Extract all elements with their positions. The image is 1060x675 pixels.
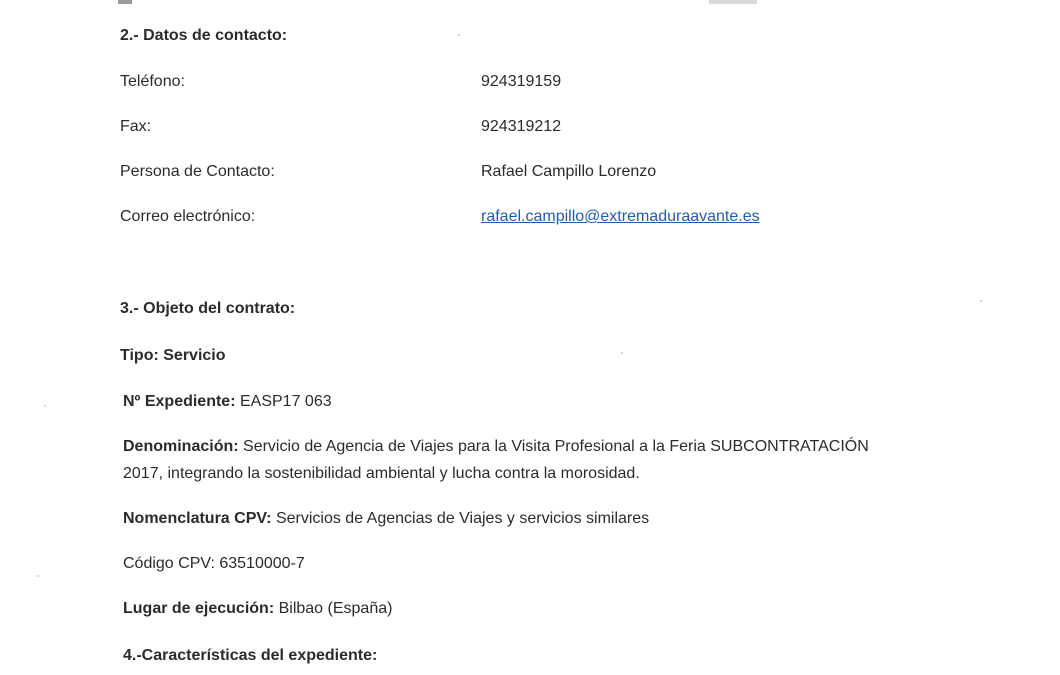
scan-artifact <box>118 0 132 4</box>
section-heading-object: 3.- Objeto del contrato: <box>120 300 296 317</box>
email-label: Correo electrónico: <box>120 208 256 225</box>
expediente-value: EASP17 063 <box>239 393 332 410</box>
lugar-label: Lugar de ejecución: <box>123 600 275 617</box>
scan-speck <box>44 405 46 407</box>
denominacion-label: Denominación: <box>123 438 239 455</box>
cpv-value: Servicios de Agencias de Viajes y servicios similares <box>275 510 650 527</box>
contact-person-label: Persona de Contacto: <box>120 163 275 180</box>
scan-speck <box>458 34 460 36</box>
denominacion-text-2: 2017, integrando la sostenibilidad ambiental y lucha contra la morosidad. <box>123 465 640 482</box>
contact-person-value: Rafael Campillo Lorenzo <box>481 163 657 180</box>
phone-label: Teléfono: <box>120 73 185 90</box>
denominacion-text-1: Servicio de Agencia de Viajes para la Visita Profesional a la Feria SUBCONTRATACIÓN <box>243 438 869 455</box>
fax-label: Fax: <box>120 118 152 135</box>
lugar-line <box>123 599 392 619</box>
lugar-value: Bilbao (España) <box>278 600 393 617</box>
expediente-line <box>123 392 332 412</box>
fax-value: 924319212 <box>481 118 562 135</box>
denominacion-line-1 <box>123 437 869 457</box>
email-link[interactable]: rafael.campillo@extremaduraavante.es <box>481 208 760 225</box>
phone-value: 924319159 <box>481 73 562 90</box>
scan-artifact <box>709 0 757 4</box>
expediente-label: Nº Expediente: <box>123 393 236 410</box>
cpv-label: Nomenclatura CPV: <box>123 510 272 527</box>
section-heading-characteristics: 4.-Características del expediente: <box>123 647 378 664</box>
scan-speck <box>621 352 623 354</box>
contract-type: Tipo: Servicio <box>120 347 226 364</box>
scan-speck <box>37 575 39 577</box>
codigo-cpv: Código CPV: 63510000-7 <box>123 555 305 572</box>
cpv-line <box>123 509 649 529</box>
scan-speck <box>980 300 982 302</box>
section-heading-contact: 2.- Datos de contacto: <box>120 27 288 44</box>
